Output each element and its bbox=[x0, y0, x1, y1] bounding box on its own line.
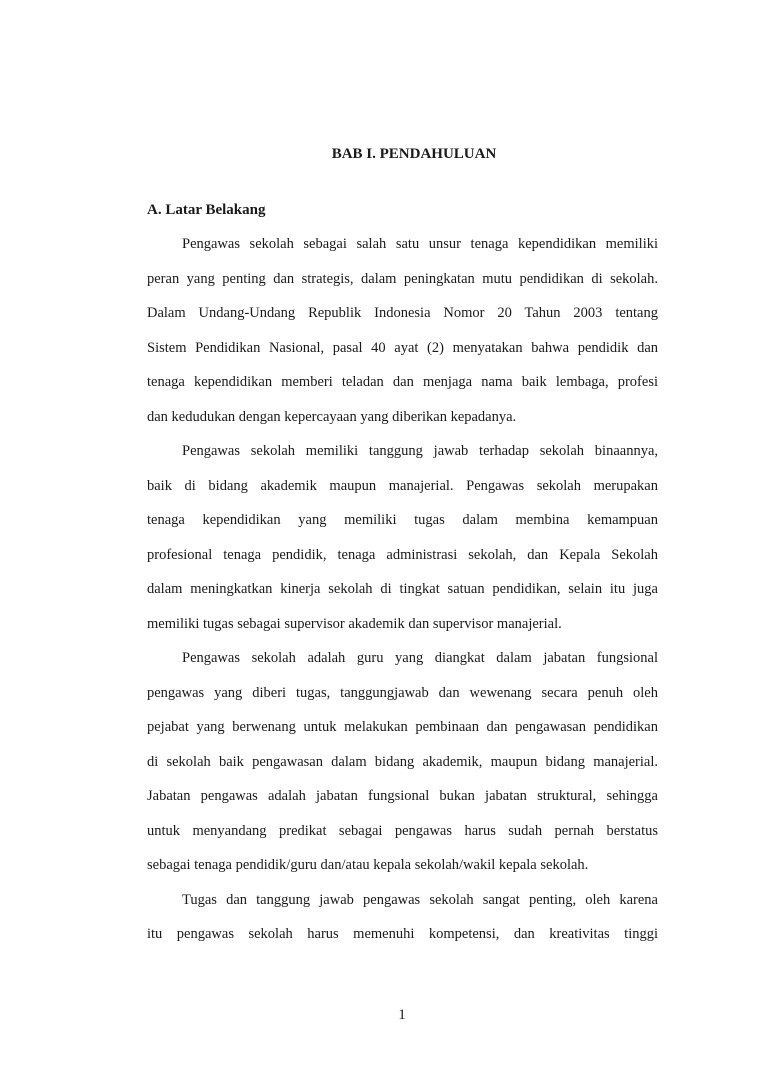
text-line: pengawas yang diberi tugas, tanggungjawab dan wewenang secara penuh oleh bbox=[147, 684, 658, 701]
text-line: profesional tenaga pendidik, tenaga administrasi sekolah, dan Kepala Sekolah bbox=[147, 546, 658, 563]
text-line: di sekolah baik pengawasan dalam bidang akademik, maupun bidang manajerial. bbox=[147, 753, 658, 770]
body-text bbox=[147, 233, 658, 958]
text-line: Pengawas sekolah sebagai salah satu unsur tenaga kependidikan memiliki bbox=[182, 236, 658, 252]
text-line: Pengawas sekolah adalah guru yang diangkat dalam jabatan fungsional bbox=[182, 650, 658, 666]
text-line: sebagai tenaga pendidik/guru dan/atau kepala sekolah/wakil kepala sekolah. bbox=[147, 857, 589, 873]
text-line: dalam meningkatkan kinerja sekolah di tingkat satuan pendidikan, selain itu juga bbox=[147, 581, 658, 597]
text-line: Jabatan pengawas adalah jabatan fungsional bukan jabatan struktural, sehingga bbox=[147, 788, 658, 804]
section-heading: A. Latar Belakang bbox=[147, 202, 266, 218]
text-line: dan kedudukan dengan kepercayaan yang diberikan kepadanya. bbox=[147, 408, 517, 425]
text-line: pejabat yang berwenang untuk melakukan pembinaan dan pengawasan pendidikan bbox=[147, 719, 658, 735]
chapter-title: BAB I. PENDAHULUAN bbox=[331, 146, 497, 162]
text-line: tenaga kependidikan memberi teladan dan menjaga nama baik lembaga, profesi bbox=[147, 374, 658, 390]
text-line: Tugas dan tanggung jawab pengawas sekolah sangat penting, oleh karena bbox=[182, 891, 658, 908]
text-line: memiliki tugas sebagai supervisor akademik dan supervisor manajerial. bbox=[147, 615, 562, 632]
text-line: Pengawas sekolah memiliki tanggung jawab terhadap sekolah binaannya, bbox=[182, 443, 658, 459]
text-line: tenaga kependidikan yang memiliki tugas dalam membina kemampuan bbox=[147, 512, 658, 528]
text-line: Sistem Pendidikan Nasional, pasal 40 ayat (2) menyatakan bahwa pendidik dan bbox=[147, 339, 658, 356]
text-line: itu pengawas sekolah harus memenuhi kompetensi, dan kreativitas tinggi bbox=[147, 926, 658, 942]
text-line: untuk menyandang predikat sebagai pengawas harus sudah pernah berstatus bbox=[147, 822, 658, 839]
text-line: peran yang penting dan strategis, dalam peningkatan mutu pendidikan di sekolah. bbox=[147, 270, 658, 287]
text-line: Dalam Undang-Undang Republik Indonesia Nomor 20 Tahun 2003 tentang bbox=[147, 305, 658, 321]
text-line: baik di bidang akademik maupun manajerial. Pengawas sekolah merupakan bbox=[147, 477, 658, 494]
page-number: 1 bbox=[398, 1007, 406, 1023]
